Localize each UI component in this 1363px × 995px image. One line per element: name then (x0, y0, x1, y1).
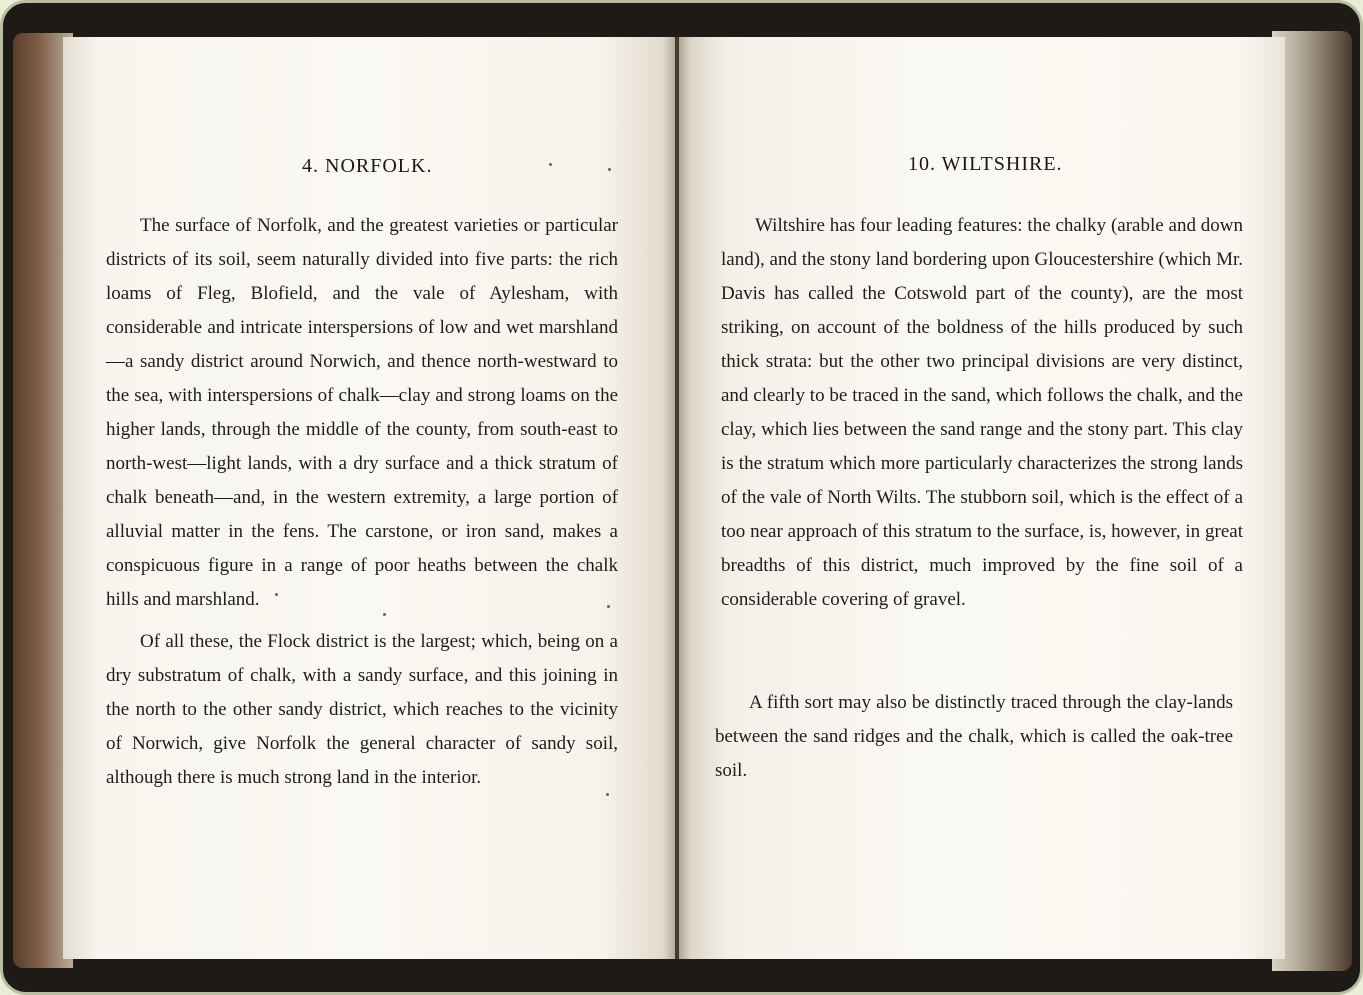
paper-speck (607, 605, 610, 608)
paper-speck (606, 793, 609, 796)
paragraph-text: The surface of Norfolk, and the greatest varieties or particular districts of its soil, seem naturally divided into five parts: the rich loams of Fleg, Blofield, and the vale of Aylesham, with considerable and intricate interspersions of low and wet marshland—a sandy district around Norwich, and thence north-westward to the sea, with interspersions of chalk—clay and strong loams on the higher lands, through the middle of the county, from south-east to north-west—light lands, with a dry surface and a thick stratum of chalk beneath—and, in the western extremity, a large portion of alluvial matter in the fens. The carstone, or iron sand, makes a conspicuous figure in a range of poor heaths between the chalk hills and marshland. (106, 215, 618, 610)
paper-speck (275, 593, 278, 596)
left-page-paragraph-1 (106, 209, 618, 617)
right-page-paragraph-1 (721, 209, 1243, 617)
paragraph-text: A fifth sort may also be distinctly traced through the clay-lands between the sand ridges and the chalk, which is called the oak-tree soil. (715, 692, 1233, 781)
right-page-paragraph-2 (715, 686, 1233, 788)
paper-speck (383, 613, 386, 616)
left-page-heading: 4. NORFOLK. (302, 155, 433, 177)
paper-speck (608, 168, 611, 171)
paragraph-text: Wiltshire has four leading features: the chalky (arable and down land), and the stony land bordering upon Gloucestershire (which Mr. Davis has called the Cotswold part of the county), are the most striking, on account of the boldness of the hills produced by such thick strata: but the other two principal divisions are very distinct, and clearly to be traced in the sand, which follows the chalk, and the clay, which lies between the sand range and the stony part. This clay is the stratum which more particularly characterizes the strong lands of the vale of North Wilts. The stubborn soil, which is the effect of a too near approach of this stratum to the surface, is, however, in great breadths of this district, much improved by the fine soil of a considerable covering of gravel. (721, 215, 1243, 610)
book-gutter (663, 37, 691, 959)
right-page-heading: 10. WILTSHIRE. (908, 153, 1063, 175)
left-page-paragraph-2 (106, 625, 618, 795)
paper-speck (549, 163, 552, 166)
paragraph-text: Of all these, the Flock district is the largest; which, being on a dry substratum of chalk, with a sandy surface, and this joining in the north to the other sandy district, which reaches to the vicinity of Norwich, give Norfolk the general character of sandy soil, although there is much strong land in the interior. (106, 631, 618, 788)
